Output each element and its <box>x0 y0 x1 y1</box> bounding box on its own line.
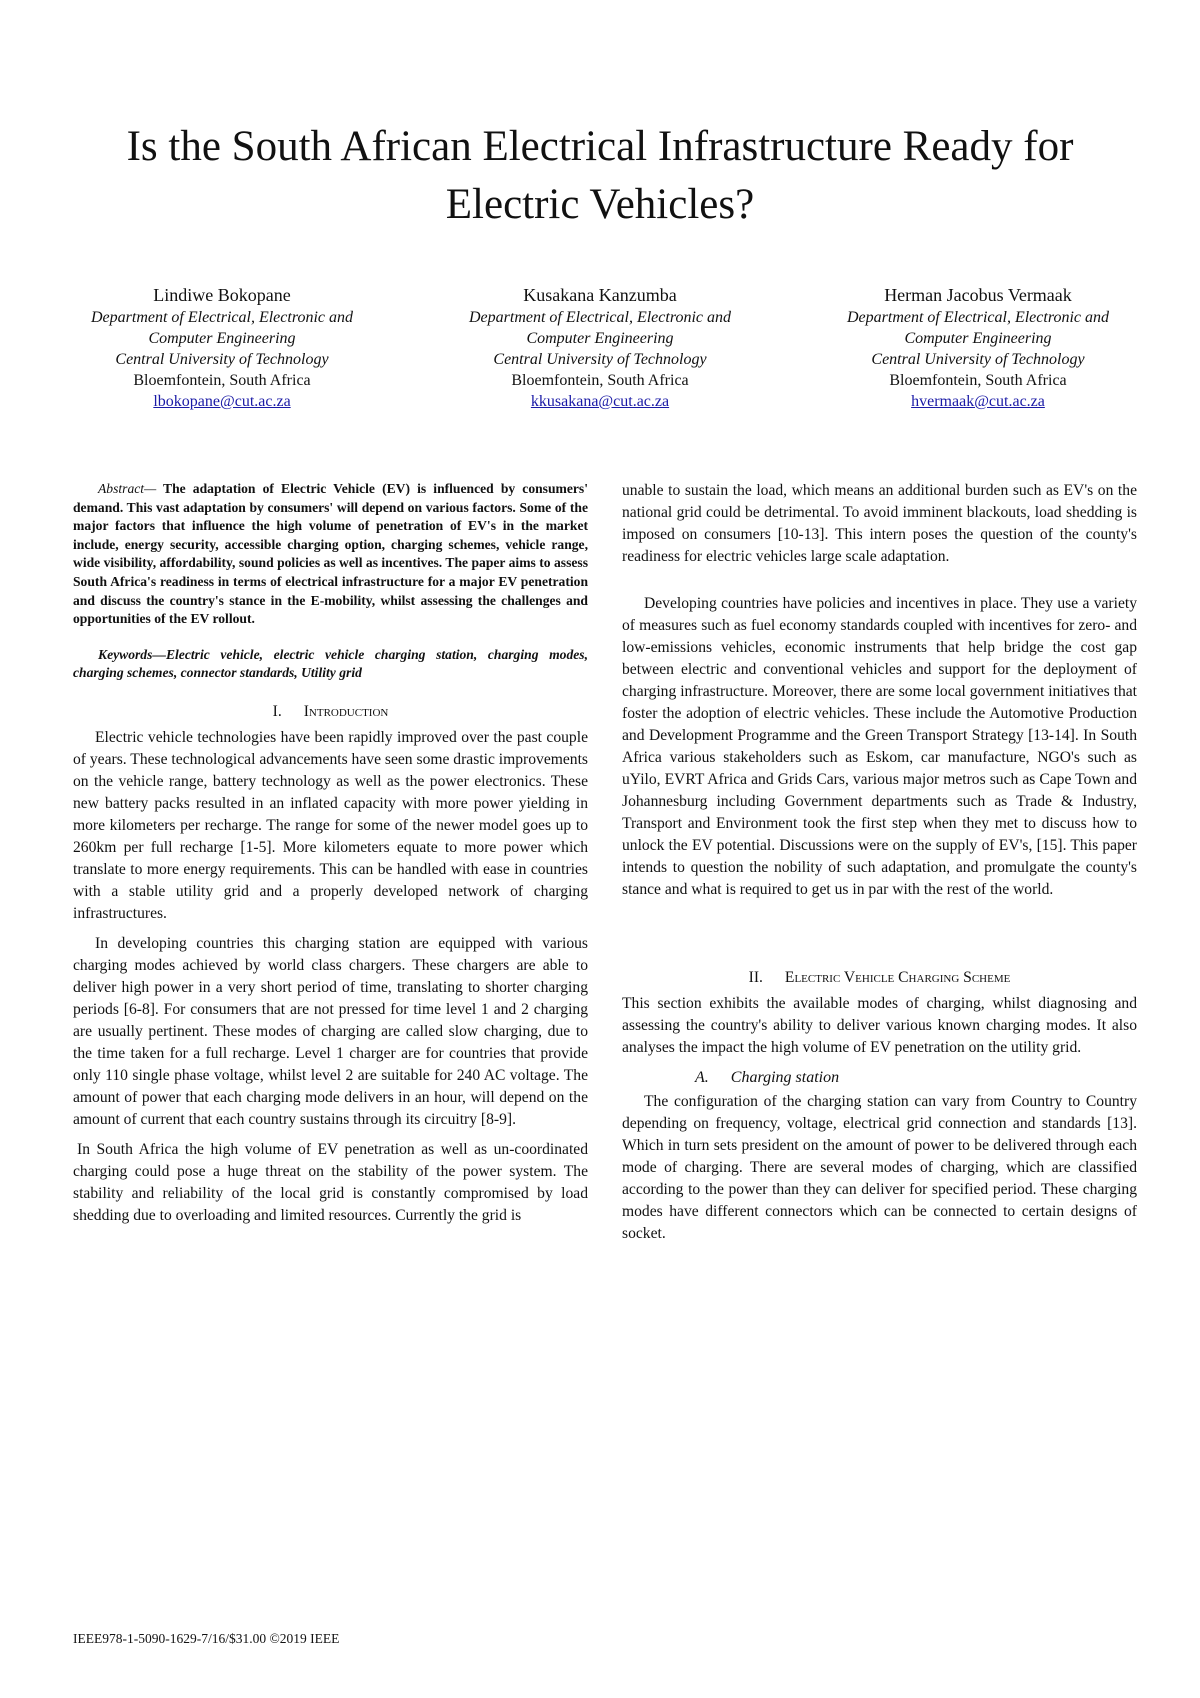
author-name: Kusakana Kanzumba <box>523 285 677 305</box>
section-heading <box>622 967 1137 989</box>
author-department: Department of Electrical, Electronic and <box>468 309 731 326</box>
author-email-link[interactable]: kkusakana@cut.ac.za <box>530 393 670 410</box>
author-location: Bloemfontein, South Africa <box>511 372 689 389</box>
abstract <box>73 480 588 629</box>
author-location: Bloemfontein, South Africa <box>133 372 311 389</box>
section-title: Electric Vehicle Charging Scheme <box>784 969 1011 986</box>
keywords: Keywords—Electric vehicle, electric vehicle charging station, charging modes, charging schemes, connector standards, Utility grid <box>73 646 588 681</box>
section-heading <box>73 701 588 723</box>
author-location: Bloemfontein, South Africa <box>889 372 1067 389</box>
section-number: I. <box>272 702 282 720</box>
author-university: Central University of Technology <box>871 351 1085 368</box>
author-block <box>430 284 770 412</box>
abstract-label: Abstract— <box>98 481 157 496</box>
author-name: Lindiwe Bokopane <box>153 285 291 305</box>
copyright-footer: IEEE978-1-5090-1629-7/16/$31.00 ©2019 IEEE <box>73 1631 340 1646</box>
author-department: Computer Engineering <box>904 330 1052 347</box>
right-column <box>622 480 1137 1253</box>
body-paragraph: Electric vehicle technologies have been rapidly improved over the past couple of years. These technological advancements have seen some drastic improvements on the vehicle range, battery technology as well as the power electronics. These new battery packs resulted in an inflated capacity with more power yielding in more kilometers per recharge. The range for some of the newer model goes up to 260km per full recharge [1-5]. More kilometers equate to more power which translate to more energy requirements. This can be handled with ease in countries with a stable utility grid and a properly developed network of charging infrastructures. <box>73 728 588 922</box>
subsection-title: Charging station <box>730 1069 840 1086</box>
author-block <box>808 284 1148 412</box>
author-block <box>52 284 392 412</box>
author-department: Department of Electrical, Electronic and <box>90 309 353 326</box>
section-title: Introduction <box>303 702 389 720</box>
body-paragraph: This section exhibits the available modes of charging, whilst diagnosing and assessing the country's ability to deliver various known charging modes. It also analyses the impact the high volume of EV penetration on the utility grid. <box>622 995 1137 1056</box>
section-number: II. <box>748 969 763 986</box>
left-column <box>73 480 588 1235</box>
abstract-text: The adaptation of Electric Vehicle (EV) is influenced by consumers' demand. This vast adaptation by consumers' will depend on various factors. Some of the major factors that influence the high volume of penetration of EV's in the market include, energy security, accessible charging option, charging schemes, vehicle range, wide visibility, affordability, sound policies as well as incentives. The paper aims to assess South Africa's readiness in terms of electrical infrastructure for a major EV penetration and discuss the country's stance in the E-mobility, whilst assessing the challenges and opportunities of the EV rollout. <box>73 481 588 627</box>
spacer <box>622 576 1137 593</box>
author-department: Computer Engineering <box>148 330 296 347</box>
subsection-number: A. <box>695 1069 709 1086</box>
body-paragraph: In South Africa the high volume of EV penetration as well as un-coordinated charging could pose a huge threat on the stability of the power system. The stability and reliability of the local grid is constantly compromised by load shedding due to overloading and limited resources. Currently the grid is <box>73 1140 588 1224</box>
author-email-link[interactable]: lbokopane@cut.ac.za <box>153 393 291 410</box>
author-university: Central University of Technology <box>493 351 707 368</box>
body-paragraph: In developing countries this charging station are equipped with various charging modes achieved by world class chargers. These chargers are able to deliver high power in a very short period of time, translating to shorter charging periods [6-8]. For consumers that are not pressed for time level 1 and 2 charging are usually pertinent. These modes of charging are called slow charging, due to the time taken for a full recharge. Level 1 charger are for countries that provide only 110 single phase voltage, whilst level 2 are suitable for 240 AC voltage. The amount of power that each charging mode delivers in an hour, will depend on the amount of current that each country sustains through its circuitry [8-9]. <box>73 934 588 1128</box>
subsection-heading <box>695 1067 1137 1089</box>
author-department: Department of Electrical, Electronic and <box>846 309 1109 326</box>
body-paragraph: unable to sustain the load, which means an additional burden such as EV's on the national grid could be detrimental. To avoid imminent blackouts, load shedding is imposed on consumers [10-13]. This intern poses the question of the county's readiness for electric vehicles large scale adaptation. <box>622 482 1137 565</box>
author-department: Computer Engineering <box>526 330 674 347</box>
author-university: Central University of Technology <box>115 351 329 368</box>
author-email-link[interactable]: hvermaak@cut.ac.za <box>911 393 1045 410</box>
body-paragraph: Developing countries have policies and incentives in place. They use a variety of measures such as fuel economy standards coupled with incentives for zero- and low-emissions vehicles, economic instruments that help bridge the cost gap between electric and conventional vehicles and support for the deployment of charging infrastructure. Moreover, there are some local government initiatives that foster the adoption of electric vehicles. These include the Automotive Production and Development Programme and the Green Transport Strategy [13-14]. In South Africa various stakeholders such as Eskom, car manufacture, NGO's such as uYilo, EVRT Africa and Grids Cars, various major metros such as Cape Town and Johannesburg including Government departments such as Trade & Industry, Transport and Environment took the first step when they met to discuss how to unlock the EV potential. Discussions were on the supply of EV's, [15]. This paper intends to question the nobility of such adaptation, and promulgate the county's stance and what is required to get us in par with the rest of the world. <box>622 595 1137 898</box>
body-paragraph: The configuration of the charging station can vary from Country to Country depending on frequency, voltage, electrical grid connection and standards [13]. Which in turn sets president on the amount of power to be delivered through each mode of charging. There are several modes of charging, which are classified according to the power than they can deliver for specified period. These charging modes have different connectors which can be connected to certain designs of socket. <box>622 1093 1137 1242</box>
paper-title: Is the South African Electrical Infrastructure Ready for Electric Vehicles? <box>126 123 1074 228</box>
spacer <box>622 909 1137 967</box>
author-name: Herman Jacobus Vermaak <box>884 285 1072 305</box>
